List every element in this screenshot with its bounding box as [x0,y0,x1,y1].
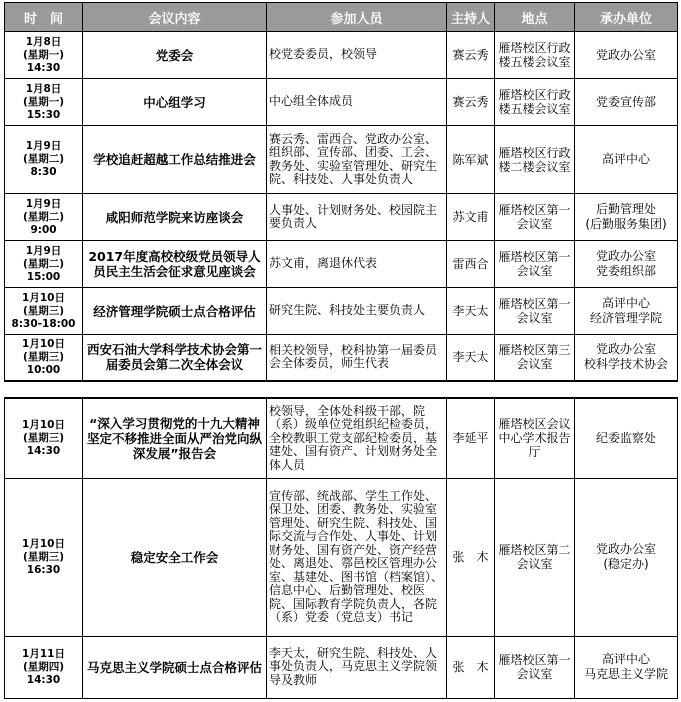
meeting-place: 雁塔校区行政楼五楼会议室 [495,32,575,79]
meeting-attendees: 李天太，研究生院、科技处、人事处负责人，马克思主义学院领导及教师 [267,636,447,698]
header-topic: 会议内容 [83,3,267,32]
table-row [5,79,678,126]
meeting-place: 雁塔校区第三会议室 [495,335,575,381]
meeting-org: 纪委监察处 [575,398,678,478]
meeting-host: 苏文甫 [447,194,495,241]
meeting-host: 赛云秀 [447,79,495,126]
header-row [5,3,678,32]
meeting-host: 陈军斌 [447,126,495,194]
meeting-topic: “深入学习贯彻党的十九大精神坚定不移推进全面从严治党向纵深发展”报告会 [83,398,267,478]
meeting-attendees: 相关校领导，校科协第一届委员会全体委员，师生代表 [267,335,447,381]
table-row [5,335,678,381]
meeting-time: 1月9日 (星期二) 8:30 [5,126,83,194]
meeting-topic: 咸阳师范学院来访座谈会 [83,194,267,241]
meeting-attendees: 赛云秀、雷西合、党政办公室、组织部、宣传部、团委、工会、教务处、实验室管理处、研究生院、科技处、人事处负责人 [267,126,447,194]
meeting-host: 雷西合 [447,241,495,288]
meeting-attendees: 中心组全体成员 [267,79,447,126]
meeting-attendees: 苏文甫，离退休代表 [267,241,447,288]
meeting-org: 后勤管理处 (后勤服务集团) [575,194,678,241]
meeting-topic: 经济管理学院硕士点合格评估 [83,288,267,335]
table-row [5,194,678,241]
meeting-topic: 2017年度高校校级党员领导人员民主生活会征求意见座谈会 [83,241,267,288]
meeting-time: 1月10日 (星期三) 8:30-18:00 [5,288,83,335]
meeting-time: 1月9日 (星期二) 9:00 [5,194,83,241]
meeting-org: 党政办公室 (稳定办) [575,478,678,636]
meeting-time: 1月9日 (星期二) 15:00 [5,241,83,288]
header-place: 地点 [495,3,575,32]
meeting-host: 李天太 [447,335,495,381]
table-row [5,241,678,288]
table-row [5,478,678,636]
meeting-host: 张 木 [447,636,495,698]
table-row [5,636,678,698]
meeting-topic: 中心组学习 [83,79,267,126]
table-row [5,126,678,194]
meeting-place: 雁塔校区行政楼五楼会议室 [495,79,575,126]
meeting-attendees: 校党委委员，校领导 [267,32,447,79]
meeting-host: 张 木 [447,478,495,636]
table-row [5,398,678,478]
meeting-topic: 马克思主义学院硕士点合格评估 [83,636,267,698]
meeting-time: 1月8日 (星期一) 14:30 [5,32,83,79]
meeting-topic: 党委会 [83,32,267,79]
meeting-topic: 西安石油大学科学技术协会第一届委员会第二次全体会议 [83,335,267,381]
meeting-org: 党政办公室 校科学技术协会 [575,335,678,381]
table-row [5,288,678,335]
schedule-table-2 [4,397,678,699]
meeting-place: 雁塔校区第一会议室 [495,241,575,288]
meeting-attendees: 校领导，全体处科级干部，院（系）级单位党组织纪检委员，全校教职工党支部纪检委员，基建处、国有资产、计划财务处全体人员 [267,398,447,478]
meeting-org: 高评中心 马克思主义学院 [575,636,678,698]
header-time: 时 间 [5,3,83,32]
meeting-place: 雁塔校区第一会议室 [495,194,575,241]
meeting-org: 党政办公室 党委组织部 [575,241,678,288]
table-row [5,32,678,79]
meeting-attendees: 人事处、计划财务处、校园院主要负责人 [267,194,447,241]
meeting-time: 1月10日 (星期三) 14:30 [5,398,83,478]
meeting-topic: 学校追赶超越工作总结推进会 [83,126,267,194]
header-attendees: 参加人员 [267,3,447,32]
schedule-table-1 [4,2,678,382]
meeting-attendees: 研究生院、科技处主要负责人 [267,288,447,335]
meeting-place: 雁塔校区第一会议室 [495,288,575,335]
meeting-org: 党委宣传部 [575,79,678,126]
meeting-place: 雁塔校区第一会议室 [495,636,575,698]
header-host: 主持人 [447,3,495,32]
meeting-org: 党政办公室 [575,32,678,79]
meeting-attendees: 宣传部、统战部、学生工作处、保卫处、团委、教务处、实验室管理处、研究生院、科技处、国际交流与合作处、人事处、计划财务处、国有资产处、资产经营处、离退处、鄠邑校区管理办公室、基建处、图书馆（档案馆）、信息中心、后勤管理处、校医院、国际教育学院负责人，各院（系）党委（党总支）书记 [267,478,447,636]
meeting-host: 赛云秀 [447,32,495,79]
meeting-place: 雁塔校区行政楼二楼会议室 [495,126,575,194]
meeting-place: 雁塔校区会议中心学术报告厅 [495,398,575,478]
meeting-host: 李延平 [447,398,495,478]
meeting-topic: 稳定安全工作会 [83,478,267,636]
meeting-org: 高评中心 经济管理学院 [575,288,678,335]
meeting-time: 1月10日 (星期三) 16:30 [5,478,83,636]
header-org: 承办单位 [575,3,678,32]
meeting-place: 雁塔校区第二会议室 [495,478,575,636]
meeting-host: 李天太 [447,288,495,335]
meeting-time: 1月8日 (星期一) 15:30 [5,79,83,126]
meeting-time: 1月11日 (星期四) 14:30 [5,636,83,698]
meeting-org: 高评中心 [575,126,678,194]
meeting-time: 1月10日 (星期三) 10:00 [5,335,83,381]
